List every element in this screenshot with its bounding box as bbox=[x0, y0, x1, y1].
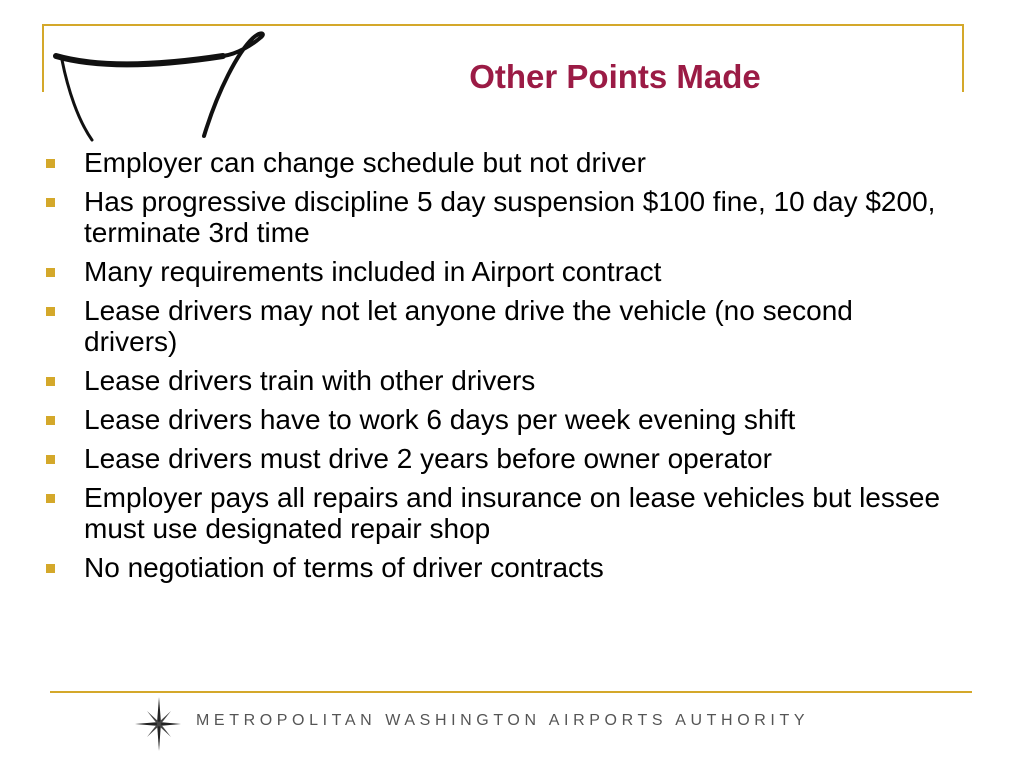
bullet-item bbox=[44, 482, 944, 544]
bullet-item bbox=[44, 295, 944, 357]
bullet-item bbox=[44, 256, 944, 287]
square-bullet-icon bbox=[46, 198, 55, 207]
footer-rule bbox=[50, 691, 972, 693]
square-bullet-icon bbox=[46, 377, 55, 386]
square-bullet-icon bbox=[46, 564, 55, 573]
frame-left-rule bbox=[42, 24, 44, 92]
brush-logo-icon bbox=[48, 30, 278, 142]
bullet-text: No negotiation of terms of driver contracts bbox=[84, 552, 604, 583]
footer-organization: METROPOLITAN WASHINGTON AIRPORTS AUTHORITY bbox=[196, 712, 810, 729]
frame-right-rule bbox=[962, 24, 964, 92]
bullet-text: Lease drivers may not let anyone drive the vehicle (no second drivers) bbox=[84, 295, 853, 357]
bullet-text: Many requirements included in Airport contract bbox=[84, 256, 662, 287]
square-bullet-icon bbox=[46, 159, 55, 168]
square-bullet-icon bbox=[46, 307, 55, 316]
bullet-item bbox=[44, 186, 944, 248]
bullet-item bbox=[44, 365, 944, 396]
square-bullet-icon bbox=[46, 455, 55, 464]
frame-top-rule bbox=[42, 24, 964, 26]
bullet-text: Lease drivers must drive 2 years before owner operator bbox=[84, 443, 772, 474]
bullet-text: Lease drivers train with other drivers bbox=[84, 365, 536, 396]
square-bullet-icon bbox=[46, 416, 55, 425]
slide-title: Other Points Made bbox=[469, 58, 761, 95]
bullet-text: Lease drivers have to work 6 days per week evening shift bbox=[84, 404, 796, 435]
bullet-text: Employer can change schedule but not driver bbox=[84, 147, 646, 178]
bullet-item bbox=[44, 443, 944, 474]
bullet-text: Has progressive discipline 5 day suspension $100 fine, 10 day $200, terminate 3rd time bbox=[84, 186, 936, 248]
bullet-item bbox=[44, 552, 944, 583]
bullet-item bbox=[44, 147, 944, 178]
square-bullet-icon bbox=[46, 268, 55, 277]
bullet-list bbox=[44, 147, 944, 591]
bullet-text: Employer pays all repairs and insurance on lease vehicles but lessee must use designated repair shop bbox=[84, 482, 941, 544]
compass-star-icon bbox=[133, 695, 183, 753]
square-bullet-icon bbox=[46, 494, 55, 503]
bullet-item bbox=[44, 404, 944, 435]
